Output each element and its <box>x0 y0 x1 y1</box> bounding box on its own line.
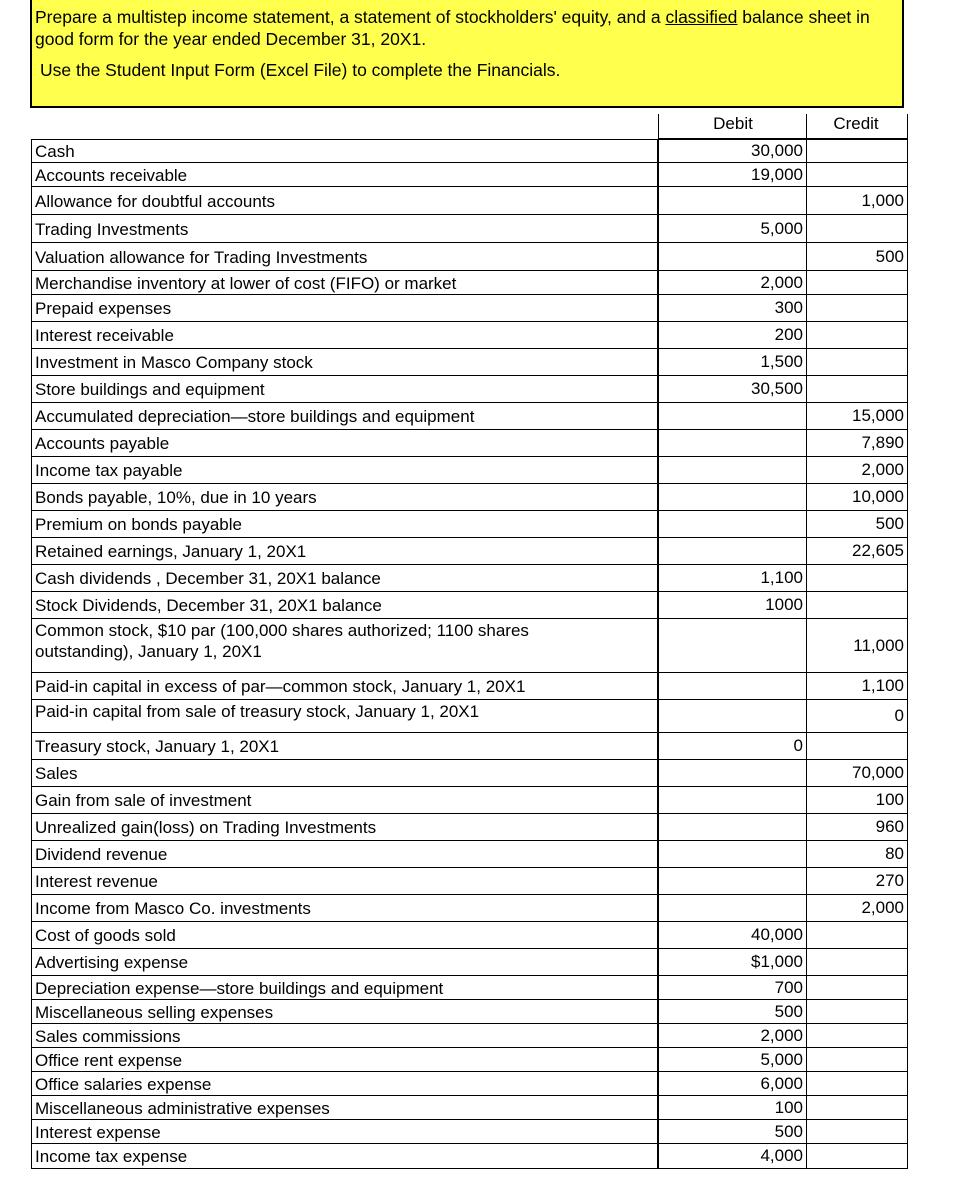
debit-cell[interactable]: 2,000 <box>658 270 807 295</box>
debit-cell[interactable]: 700 <box>658 975 807 1000</box>
header-divider-right <box>907 114 908 139</box>
account-name: Office salaries expense <box>35 1075 212 1094</box>
debit-cell[interactable] <box>658 813 807 841</box>
debit-cell[interactable]: 5,000 <box>658 1047 807 1072</box>
debit-cell[interactable] <box>658 786 807 814</box>
account-label <box>31 429 658 457</box>
debit-cell[interactable]: 19,000 <box>658 162 807 187</box>
account-name: Bonds payable, 10%, due in 10 years <box>35 488 317 507</box>
credit-cell[interactable] <box>806 139 908 163</box>
debit-cell[interactable] <box>658 840 807 868</box>
account-label <box>31 867 658 895</box>
account-label <box>31 294 658 322</box>
debit-cell[interactable]: 4,000 <box>658 1143 807 1169</box>
account-label <box>31 162 658 187</box>
instructions-line-2: Use the Student Input Form (Excel File) to complete the Financials. <box>40 60 561 80</box>
account-label <box>31 537 658 565</box>
account-name: Stock Dividends, December 31, 20X1 balance <box>35 596 382 615</box>
credit-header: Credit <box>833 114 879 133</box>
account-label <box>31 1095 658 1120</box>
account-name: Cash <box>35 142 75 161</box>
credit-cell[interactable] <box>806 321 908 349</box>
debit-cell[interactable] <box>658 537 807 565</box>
instructions-underlined-word: classified <box>665 7 738 27</box>
account-label <box>31 214 658 243</box>
account-label <box>31 975 658 1000</box>
debit-cell[interactable] <box>658 672 807 700</box>
credit-cell[interactable] <box>806 270 908 295</box>
credit-cell[interactable]: 80 <box>806 840 908 868</box>
account-name: Paid-in capital in excess of par—common stock, January 1, 20X1 <box>35 677 526 696</box>
account-name: Office rent expense <box>35 1051 183 1070</box>
account-name: Miscellaneous selling expenses <box>35 1003 274 1022</box>
account-name: Accounts payable <box>35 434 170 453</box>
account-name: Accounts receivable <box>35 166 188 185</box>
header-divider-mid <box>806 114 807 139</box>
debit-cell[interactable] <box>658 699 807 733</box>
credit-cell[interactable]: 11,000 <box>806 618 908 673</box>
debit-cell[interactable] <box>658 456 807 484</box>
account-name: Cost of goods sold <box>35 926 176 945</box>
debit-cell[interactable] <box>658 894 807 922</box>
debit-cell[interactable]: 300 <box>658 294 807 322</box>
account-label <box>31 1023 658 1048</box>
credit-cell[interactable] <box>806 1095 908 1120</box>
debit-cell[interactable]: 500 <box>658 999 807 1024</box>
account-label <box>31 242 658 271</box>
account-label <box>31 564 658 592</box>
credit-cell[interactable]: 270 <box>806 867 908 895</box>
credit-cell[interactable]: 100 <box>806 786 908 814</box>
debit-cell[interactable] <box>658 510 807 538</box>
account-label <box>31 348 658 376</box>
credit-cell[interactable] <box>806 975 908 1000</box>
account-name: Allowance for doubtful accounts <box>35 192 276 211</box>
debit-cell[interactable] <box>658 242 807 271</box>
debit-cell[interactable]: 1000 <box>658 591 807 619</box>
account-name: Advertising expense <box>35 953 189 972</box>
account-label <box>31 1143 658 1169</box>
debit-cell[interactable]: $1,000 <box>658 948 807 976</box>
debit-cell[interactable]: 2,000 <box>658 1023 807 1048</box>
credit-cell[interactable] <box>806 214 908 243</box>
account-label <box>31 618 658 673</box>
account-name: Valuation allowance for Trading Investments <box>35 248 368 267</box>
account-label <box>31 1119 658 1144</box>
account-label <box>31 699 658 733</box>
credit-cell[interactable]: 70,000 <box>806 759 908 787</box>
account-name: Common stock, $10 par (100,000 shares authorized; 1100 shares <box>35 621 529 640</box>
account-label <box>31 483 658 511</box>
instructions-line-1 <box>35 6 895 50</box>
account-name: Income tax expense <box>35 1147 188 1166</box>
account-name: Depreciation expense—store buildings and equipment <box>35 979 444 998</box>
debit-cell[interactable]: 40,000 <box>658 921 807 949</box>
debit-cell[interactable] <box>658 867 807 895</box>
instructions-text-b: balance sheet in good form for the year ended December 31, 20X1. <box>35 7 870 49</box>
account-name: Cash dividends , December 31, 20X1 balance <box>35 569 381 588</box>
credit-cell[interactable]: 15,000 <box>806 402 908 430</box>
credit-cell[interactable] <box>806 921 908 949</box>
account-label <box>31 375 658 403</box>
credit-cell[interactable] <box>806 1119 908 1144</box>
credit-cell[interactable] <box>806 1023 908 1048</box>
account-name: Paid-in capital from sale of treasury stock, January 1, 20X1 <box>35 702 480 721</box>
credit-cell[interactable]: 500 <box>806 510 908 538</box>
account-label <box>31 591 658 619</box>
credit-cell[interactable]: 7,890 <box>806 429 908 457</box>
account-label <box>31 456 658 484</box>
debit-cell[interactable] <box>658 483 807 511</box>
account-label <box>31 840 658 868</box>
account-label <box>31 759 658 787</box>
debit-cell[interactable] <box>658 186 807 215</box>
credit-cell[interactable]: 960 <box>806 813 908 841</box>
debit-cell[interactable]: 5,000 <box>658 214 807 243</box>
account-label <box>31 186 658 215</box>
credit-cell[interactable] <box>806 162 908 187</box>
debit-header: Debit <box>713 114 753 133</box>
account-label <box>31 813 658 841</box>
credit-cell[interactable]: 10,000 <box>806 483 908 511</box>
account-label <box>31 1047 658 1072</box>
credit-cell[interactable]: 2,000 <box>806 456 908 484</box>
credit-cell[interactable] <box>806 948 908 976</box>
account-name: Gain from sale of investment <box>35 791 252 810</box>
credit-cell[interactable]: 2,000 <box>806 894 908 922</box>
account-name: Treasury stock, January 1, 20X1 <box>35 737 280 756</box>
account-name: Dividend revenue <box>35 845 168 864</box>
account-label <box>31 732 658 760</box>
credit-cell[interactable] <box>806 732 908 760</box>
account-name: Store buildings and equipment <box>35 380 265 399</box>
credit-cell[interactable] <box>806 1143 908 1169</box>
account-label <box>31 1071 658 1096</box>
debit-cell[interactable] <box>658 402 807 430</box>
debit-cell[interactable] <box>658 429 807 457</box>
account-name: Income tax payable <box>35 461 183 480</box>
header-divider-left <box>658 114 659 139</box>
debit-cell[interactable]: 1,500 <box>658 348 807 376</box>
account-name: Miscellaneous administrative expenses <box>35 1099 330 1118</box>
account-name: Trading Investments <box>35 220 189 239</box>
debit-cell[interactable]: 100 <box>658 1095 807 1120</box>
credit-cell[interactable]: 500 <box>806 242 908 271</box>
credit-cell[interactable]: 0 <box>806 699 908 733</box>
account-name: Accumulated depreciation—store buildings and equipment <box>35 407 475 426</box>
account-label <box>31 672 658 700</box>
account-label <box>31 999 658 1024</box>
credit-cell[interactable] <box>806 1047 908 1072</box>
account-label <box>31 786 658 814</box>
account-name: Interest expense <box>35 1123 161 1142</box>
account-label <box>31 948 658 976</box>
credit-cell[interactable] <box>806 564 908 592</box>
account-label <box>31 510 658 538</box>
account-name: Sales <box>35 764 78 783</box>
credit-cell[interactable] <box>806 999 908 1024</box>
debit-cell[interactable]: 200 <box>658 321 807 349</box>
account-name: Sales commissions <box>35 1027 181 1046</box>
account-label <box>31 921 658 949</box>
account-label <box>31 402 658 430</box>
account-name: Interest revenue <box>35 872 158 891</box>
credit-cell[interactable] <box>806 294 908 322</box>
credit-cell[interactable] <box>806 348 908 376</box>
account-name: Interest receivable <box>35 326 174 345</box>
account-name: Premium on bonds payable <box>35 515 242 534</box>
credit-cell[interactable] <box>806 1071 908 1096</box>
account-name-continued: outstanding), January 1, 20X1 <box>35 642 262 661</box>
account-label <box>31 894 658 922</box>
account-name: Retained earnings, January 1, 20X1 <box>35 542 307 561</box>
credit-cell[interactable] <box>806 591 908 619</box>
account-label <box>31 139 658 163</box>
credit-cell[interactable] <box>806 375 908 403</box>
debit-cell[interactable] <box>658 618 807 673</box>
account-name: Unrealized gain(loss) on Trading Investments <box>35 818 377 837</box>
instructions-text-a: Prepare a multistep income statement, a statement of stockholders' equity, and a <box>35 7 666 27</box>
account-label <box>31 270 658 295</box>
credit-cell[interactable]: 1,100 <box>806 672 908 700</box>
instructions-banner <box>30 0 904 108</box>
account-name: Merchandise inventory at lower of cost (FIFO) or market <box>35 274 457 293</box>
credit-cell[interactable]: 1,000 <box>806 186 908 215</box>
debit-cell[interactable]: 0 <box>658 732 807 760</box>
account-name: Prepaid expenses <box>35 299 172 318</box>
account-label <box>31 321 658 349</box>
debit-cell[interactable]: 1,100 <box>658 564 807 592</box>
credit-cell[interactable]: 22,605 <box>806 537 908 565</box>
debit-cell[interactable]: 500 <box>658 1119 807 1144</box>
debit-cell[interactable]: 30,000 <box>658 139 807 163</box>
debit-cell[interactable] <box>658 759 807 787</box>
account-name: Investment in Masco Company stock <box>35 353 313 372</box>
debit-cell[interactable]: 30,500 <box>658 375 807 403</box>
account-name: Income from Masco Co. investments <box>35 899 311 918</box>
debit-cell[interactable]: 6,000 <box>658 1071 807 1096</box>
